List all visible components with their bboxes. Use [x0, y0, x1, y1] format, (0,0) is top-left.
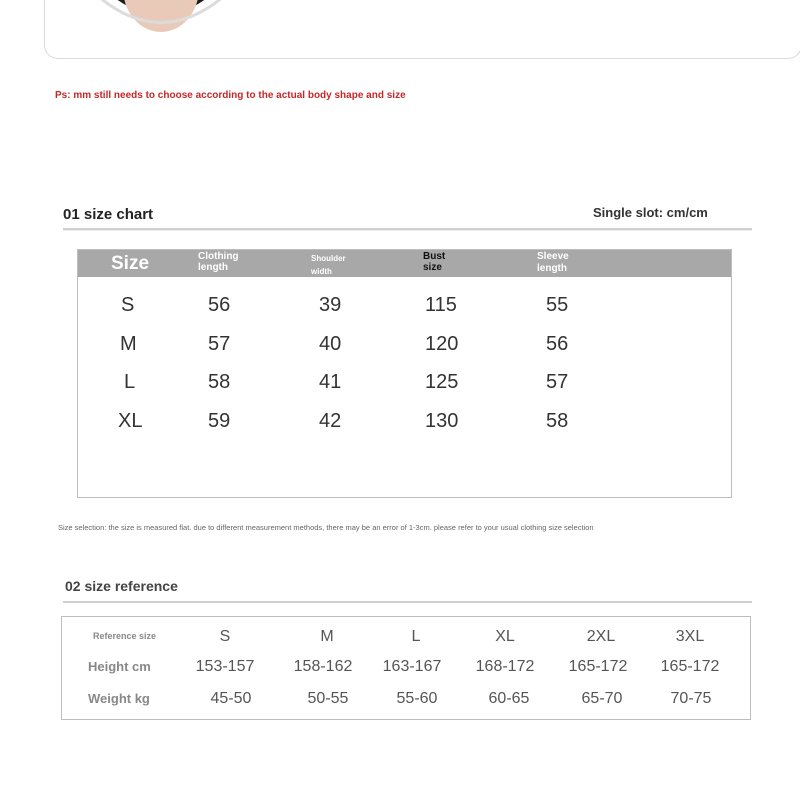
ref-size-cell: 2XL: [586, 628, 616, 645]
ref-height-cell: 165-172: [568, 658, 628, 675]
header-shoulder-width: [311, 252, 346, 278]
measurement-note: Size selection: the size is measured flat. due to different measurement methods, there may be an error of 1-3cm. please refer to your usual clothing size selection: [58, 523, 594, 532]
sleeve-cell: 55: [546, 294, 569, 316]
ref-weight-cell: 45-50: [210, 690, 252, 707]
header-shoulder-width-line1: Shoulder: [311, 254, 346, 263]
size-chart-header: [78, 250, 731, 277]
sleeve-cell: 56: [546, 333, 569, 355]
shoulder-width-cell: 39: [319, 294, 342, 316]
ref-size-cell: XL: [495, 628, 515, 645]
header-bust-size-line2: size: [423, 262, 442, 273]
bust-cell: 115: [425, 294, 457, 316]
ref-height-cell: 158-162: [293, 658, 353, 675]
size-chart-table: [77, 249, 732, 498]
clothing-length-cell: 59: [208, 410, 231, 432]
divider: [63, 601, 752, 603]
size-cell: M: [120, 333, 137, 355]
header-bust-size: [423, 251, 445, 273]
sizing-note: Ps: mm still needs to choose according to the actual body shape and size: [55, 90, 406, 101]
shoulder-width-cell: 41: [319, 371, 342, 393]
size-cell: L: [124, 371, 136, 393]
table-row: [78, 371, 731, 409]
ref-weight-cell: 70-75: [670, 690, 712, 707]
bust-cell: 130: [425, 410, 459, 432]
shoulder-width-cell: 40: [319, 333, 342, 355]
bust-cell: 125: [425, 371, 459, 393]
size-reference-table: [61, 616, 751, 720]
ref-size-cell: 3XL: [675, 628, 705, 645]
size-cell: XL: [118, 410, 143, 432]
ref-size-cell: S: [219, 628, 231, 645]
unit-label: Single slot: cm/cm: [593, 205, 708, 220]
ref-size-cell: L: [411, 628, 421, 645]
clothing-length-cell: 57: [208, 333, 231, 355]
ref-height-cell: 163-167: [382, 658, 442, 675]
clothing-length-cell: 56: [208, 294, 231, 316]
ref-height-cell: 153-157: [195, 658, 255, 675]
weight-label: Weight kg: [88, 691, 150, 706]
sleeve-cell: 58: [546, 410, 569, 432]
height-label: Height cm: [88, 659, 151, 674]
header-sleeve-length-line2: length: [537, 263, 567, 274]
sleeve-cell: 57: [546, 371, 569, 393]
ref-size-cell: M: [320, 628, 334, 645]
ref-weight-cell: 65-70: [581, 690, 623, 707]
shoulder-width-cell: 42: [319, 410, 342, 432]
table-row: [78, 410, 731, 448]
header-sleeve-length: [537, 251, 569, 276]
header-shoulder-width-line2: width: [311, 267, 332, 276]
ref-height-cell: 165-172: [660, 658, 720, 675]
size-chart-title: 01 size chart: [63, 206, 154, 223]
table-row: [78, 294, 731, 332]
header-bust-size-line1: Bust: [423, 251, 446, 262]
table-row: [78, 333, 731, 371]
header-size: Size: [111, 253, 150, 274]
ref-weight-cell: 55-60: [396, 690, 438, 707]
ref-height-cell: 168-172: [475, 658, 535, 675]
ref-weight-cell: 60-65: [488, 690, 530, 707]
ref-weight-cell: 50-55: [307, 690, 349, 707]
bust-cell: 120: [425, 333, 459, 355]
clothing-length-cell: 58: [208, 371, 231, 393]
reference-size-label: Reference size: [93, 631, 157, 641]
size-cell: S: [121, 294, 135, 316]
header-clothing-length-line2: length: [198, 262, 228, 273]
header-sleeve-length-line1: Sleeve: [537, 251, 569, 262]
size-reference-title: 02 size reference: [65, 578, 178, 594]
header-clothing-length-line1: Clothing: [198, 251, 239, 262]
header-clothing-length: [198, 251, 239, 273]
divider: [63, 230, 752, 231]
